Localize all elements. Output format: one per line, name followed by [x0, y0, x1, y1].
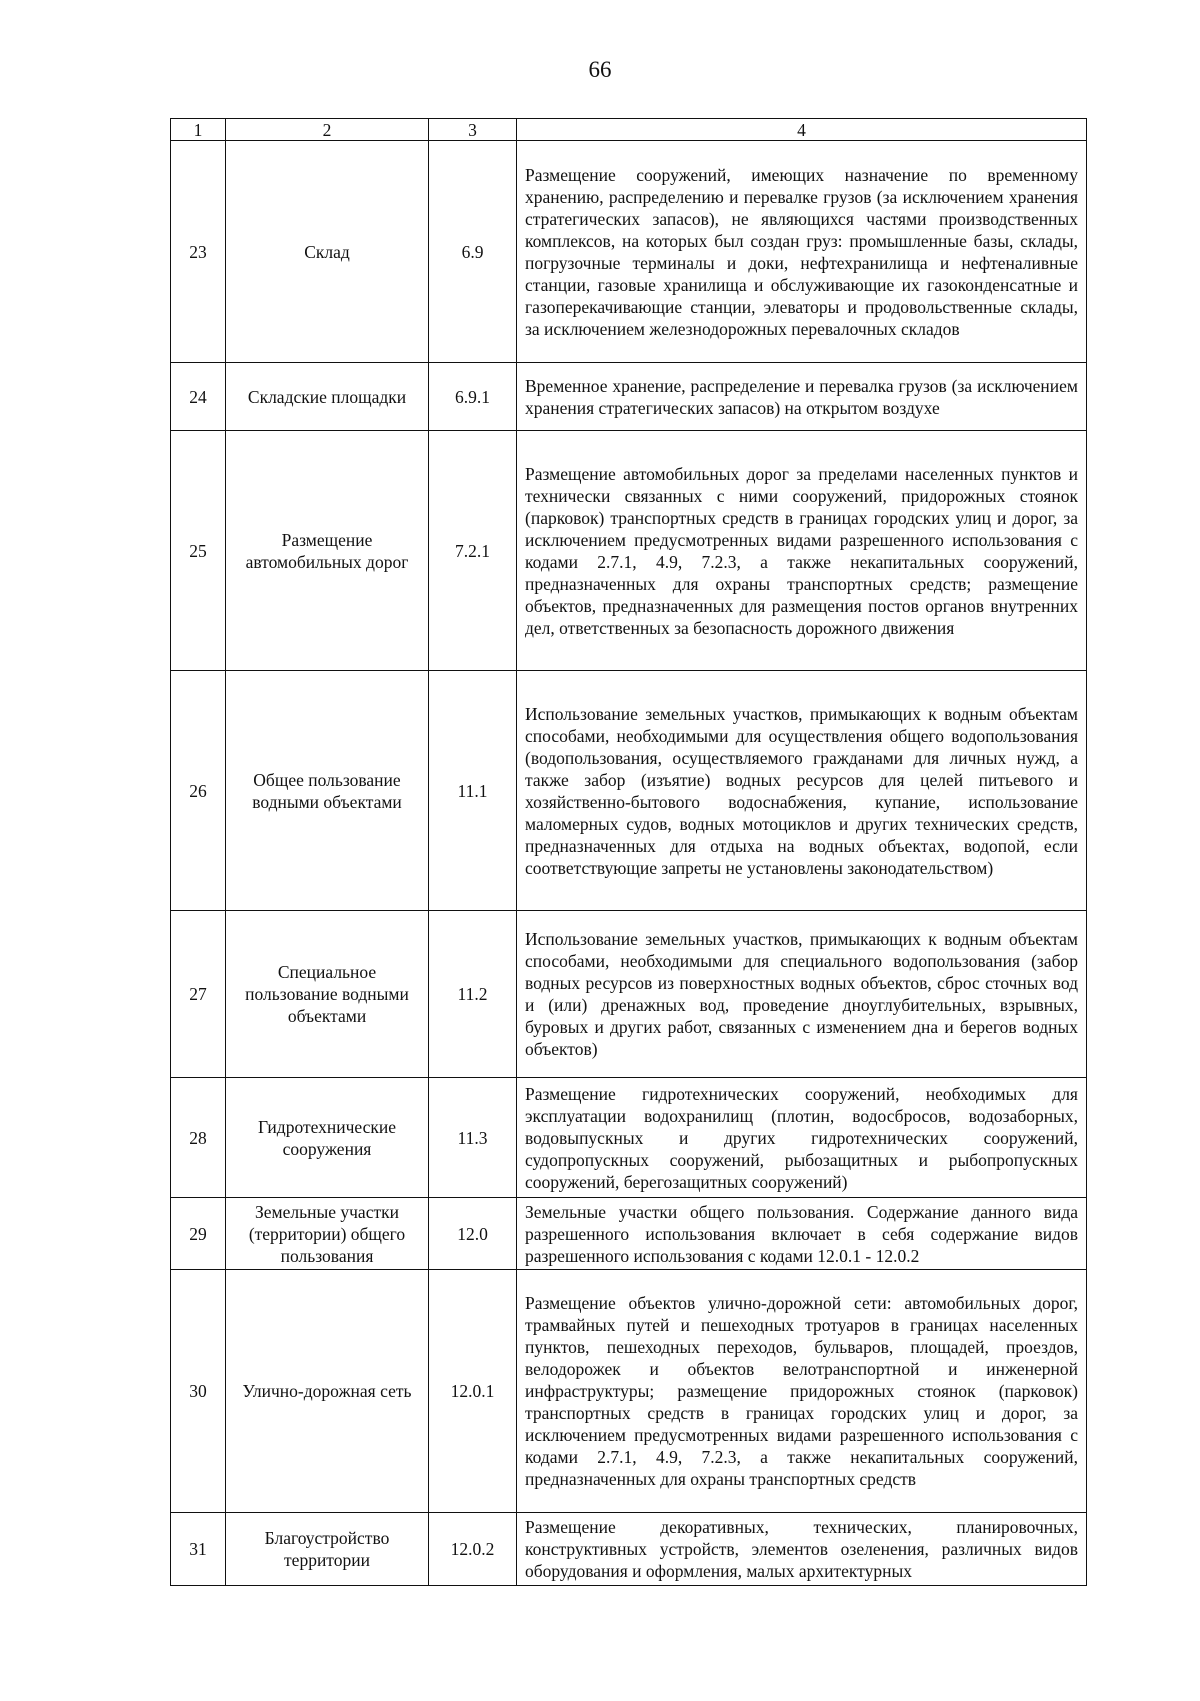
row-number: 26	[171, 671, 226, 911]
table-row	[171, 1078, 1087, 1198]
row-name: Специальное пользование водными объектами	[226, 911, 429, 1078]
row-description: Размещение автомобильных дорог за пределами населенных пунктов и технически связанных с ними сооружений, придорожных стоянок (парковок) транспортных средств в границах городских улиц и дорог, за исключением предусмотренных видами разрешенного использования с кодами 2.7.1, 4.9, 7.2.3, а также некапитальных сооружений, предназначенных для охраны транспортных средств; размещение объектов, предназначенных для размещения постов органов внутренних дел, ответственных за безопасность дорожного движения	[517, 431, 1087, 671]
row-name: Общее пользование водными объектами	[226, 671, 429, 911]
row-number: 27	[171, 911, 226, 1078]
row-name: Земельные участки (территории) общего пользования	[226, 1198, 429, 1270]
column-header-description: 4	[517, 119, 1087, 141]
table-row	[171, 1270, 1087, 1513]
row-code: 11.1	[429, 671, 517, 911]
row-code: 12.0	[429, 1198, 517, 1270]
row-number: 29	[171, 1198, 226, 1270]
column-header-code: 3	[429, 119, 517, 141]
row-description: Размещение сооружений, имеющих назначение по временному хранению, распределению и перевалке грузов (за исключением хранения стратегических запасов), не являющихся частями производственных комплексов, на которых был создан груз: промышленные базы, склады, погрузочные терминалы и доки, нефтехранилища и нефтеналивные станции, газовые хранилища и обслуживающие их газоконденсатные и газоперекачивающие станции, элеваторы и продовольственные склады, за исключением железнодорожных перевалочных складов	[517, 141, 1087, 363]
row-code: 6.9.1	[429, 363, 517, 431]
row-description: Земельные участки общего пользования. Содержание данного вида разрешенного использования включает в себя содержание видов разрешенного использования с кодами 12.0.1 - 12.0.2	[517, 1198, 1087, 1270]
row-description: Размещение декоративных, технических, планировочных, конструктивных устройств, элементов озеленения, различных видов оборудования и оформления, малых архитектурных	[517, 1513, 1087, 1586]
table-row	[171, 363, 1087, 431]
row-code: 7.2.1	[429, 431, 517, 671]
row-name: Склад	[226, 141, 429, 363]
row-code: 11.2	[429, 911, 517, 1078]
table-row	[171, 141, 1087, 363]
table-header-row	[171, 119, 1087, 141]
table-row	[171, 431, 1087, 671]
row-description: Временное хранение, распределение и перевалка грузов (за исключением хранения стратегических запасов) на открытом воздухе	[517, 363, 1087, 431]
column-header-name: 2	[226, 119, 429, 141]
land-use-table	[170, 118, 1087, 1586]
row-number: 31	[171, 1513, 226, 1586]
row-code: 12.0.2	[429, 1513, 517, 1586]
row-description: Размещение объектов улично-дорожной сети: автомобильных дорог, трамвайных путей и пешеходных тротуаров в границах населенных пунктов, пешеходных переходов, бульваров, площадей, проездов, велодорожек и объектов велотранспортной и инженерной инфраструктуры; размещение придорожных стоянок (парковок) транспортных средств в границах городских улиц и дорог, за исключением предусмотренных видами разрешенного использования с кодами 2.7.1, 4.9, 7.2.3, а также некапитальных сооружений, предназначенных для охраны транспортных средств	[517, 1270, 1087, 1513]
page-number: 66	[588, 57, 612, 82]
row-code: 12.0.1	[429, 1270, 517, 1513]
row-description: Размещение гидротехнических сооружений, необходимых для эксплуатации водохранилищ (плотин, водосбросов, водозаборных, водовыпускных и других гидротехнических сооружений, судопропускных сооружений, рыбозащитных и рыбопропускных сооружений, берегозащитных сооружений)	[517, 1078, 1087, 1198]
row-name: Благоустройство территории	[226, 1513, 429, 1586]
row-name: Размещение автомобильных дорог	[226, 431, 429, 671]
row-name: Складские площадки	[226, 363, 429, 431]
row-number: 28	[171, 1078, 226, 1198]
row-name: Гидротехнические сооружения	[226, 1078, 429, 1198]
table-row	[171, 1198, 1087, 1270]
table-row	[171, 911, 1087, 1078]
row-code: 11.3	[429, 1078, 517, 1198]
row-number: 30	[171, 1270, 226, 1513]
row-number: 23	[171, 141, 226, 363]
table-row	[171, 1513, 1087, 1586]
row-description: Использование земельных участков, примыкающих к водным объектам способами, необходимыми для осуществления общего водопользования (водопользования, осуществляемого гражданами для личных нужд, а также забор (изъятие) водных ресурсов для целей питьевого и хозяйственно-бытового водоснабжения, купание, использование маломерных судов, водных мотоциклов и других технических средств, предназначенных для отдыха на водных объектах, водопой, если соответствующие запреты не установлены законодательством)	[517, 671, 1087, 911]
row-name: Улично-дорожная сеть	[226, 1270, 429, 1513]
row-number: 24	[171, 363, 226, 431]
row-code: 6.9	[429, 141, 517, 363]
table-row	[171, 671, 1087, 911]
row-description: Использование земельных участков, примыкающих к водным объектам способами, необходимыми для специального водопользования (забор водных ресурсов из поверхностных водных объектов, сброс сточных вод и (или) дренажных вод, проведение дноуглубительных, взрывных, буровых и других работ, связанных с изменением дна и берегов водных объектов)	[517, 911, 1087, 1078]
column-header-number: 1	[171, 119, 226, 141]
row-number: 25	[171, 431, 226, 671]
